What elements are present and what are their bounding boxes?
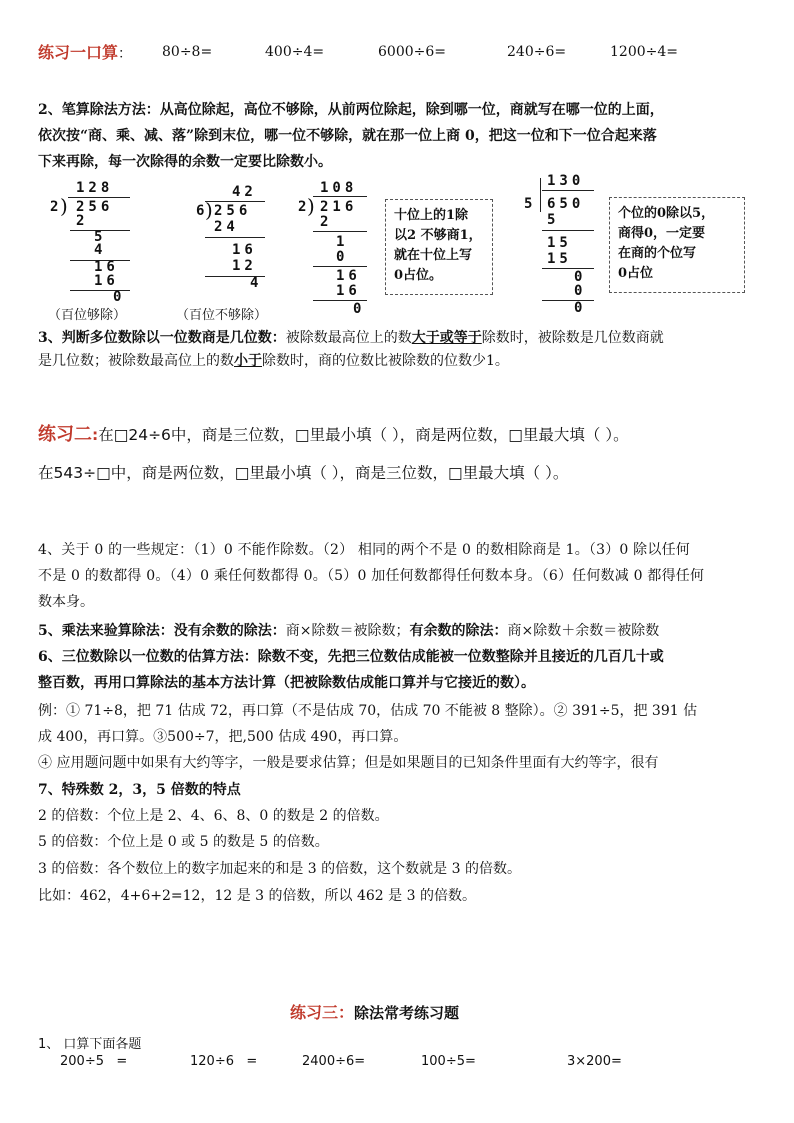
- div2-quotient: 42: [232, 184, 257, 200]
- note2-line1: 个位的0除以5，: [618, 206, 715, 221]
- sec2-line2: 依次按“商、乘、减、落”除到末位，哪一位不够除，就在那一位上商 0，把这一位和下一位合起来落: [38, 128, 657, 144]
- sec3-text-g: 除数时，商的位数比被除数的位数少1。: [262, 353, 509, 369]
- note1-line1: 十位上的1除: [394, 208, 469, 223]
- ex3-item-3: 2400÷6=: [302, 1054, 366, 1069]
- sec2-line3: 下来再除，每一次除得的余数一定要比除数小。: [38, 154, 332, 170]
- ex2-question-2: 在543÷□中，商是两位数，□里最小填（ ），商是三位数，□里最大填（ ）。: [38, 464, 569, 482]
- sec2-line1: 2、笔算除法方法：从高位除起，高位不够除，从前两位除起，除到哪一位，商就写在哪一位的上面，: [38, 102, 664, 118]
- sec3-emph-ge: 大于或等于: [411, 330, 482, 346]
- div4-r1: 5: [547, 212, 560, 228]
- div2-r4: 4: [250, 275, 263, 291]
- ex3-item-5: 3×200=: [567, 1054, 622, 1069]
- note1-line4: 0占位。: [394, 268, 443, 283]
- div1-r3: 4: [94, 242, 107, 258]
- ex2-title: 练习二: [38, 424, 92, 445]
- sec4-line2: 不是 0 的数都得 0。（4）0 乘任何数都得 0。（5）0 加任何数都得任何数本身。（6）任何数减 0 都得任何: [38, 568, 705, 584]
- sec5-formula-1: 商×除数＝被除数；: [285, 623, 410, 639]
- ex3-item-2: 120÷6 =: [190, 1054, 258, 1069]
- sec6-line1: 6、三位数除以一位数的估算方法：除数不变，先把三位数估成能被一位数整除并且接近的几百几十或: [38, 649, 664, 665]
- ex3-item-4: 100÷5=: [421, 1054, 476, 1069]
- note2-line4: 0占位: [618, 266, 654, 281]
- div1-r1: 2: [76, 213, 89, 229]
- ex3-header: [290, 1000, 459, 1023]
- sec4-line3: 数本身。: [38, 594, 94, 610]
- div4-r6: 0: [574, 300, 587, 316]
- div1-dividend: 256: [76, 199, 114, 215]
- ex2-question-1: 在□24÷6中，商是三位数，□里最小填（ ），商是两位数，□里最大填（ ）。: [98, 426, 629, 444]
- note1-line2: 以2 不够商1，: [394, 228, 482, 243]
- div2-r1: 24: [214, 219, 239, 235]
- sec4-line1: 4、关于 0 的一些规定：（1）0 不能作除数。（2） 相同的两个不是 0 的数相除商是 1。（3）0 除以任何: [38, 542, 690, 558]
- div3-r5: 16: [336, 283, 361, 299]
- ex1-item-4: 240÷6=: [507, 44, 567, 60]
- sec3-line1: [38, 327, 664, 347]
- div3-r4: 16: [336, 268, 361, 284]
- note1-line3: 就在十位上写: [394, 248, 473, 263]
- ex1-header: [38, 40, 132, 63]
- ex3-item-1: 200÷5 =: [60, 1054, 128, 1069]
- div3-r6: 0: [353, 301, 366, 317]
- div4-r2: 15: [547, 235, 572, 251]
- div1-r2: 5: [94, 229, 107, 245]
- sec7-line2: 5 的倍数：个位上是 0 或 5 的数是 5 的倍数。: [38, 834, 329, 850]
- sec3-line2: [38, 350, 509, 370]
- ex3-title: 练习三：: [290, 1003, 355, 1022]
- ex1-colon: ：: [118, 46, 133, 62]
- ex2-colon: :: [92, 426, 99, 444]
- div2-divisor: 6: [196, 203, 209, 219]
- div4-r3: 15: [547, 251, 572, 267]
- ex1-item-2: 400÷4=: [265, 44, 325, 60]
- div2-caption: （百位不够除）: [176, 308, 268, 323]
- div1-divisor: 2: [50, 199, 63, 215]
- div3-r1: 2: [320, 214, 333, 230]
- div2-dividend: 256: [214, 203, 252, 219]
- sec5-line: [38, 620, 659, 640]
- div4-r4: 0: [574, 269, 587, 285]
- div1-r5: 16: [94, 273, 119, 289]
- sec7-line1: 2 的倍数：个位上是 2、4、6、8、0 的数是 2 的倍数。: [38, 808, 389, 824]
- div2-r2: 16: [232, 242, 257, 258]
- div3-divisor: 2: [298, 199, 311, 215]
- div4-dividend: 650: [547, 196, 585, 212]
- div3-quotient: 108: [320, 180, 358, 196]
- sec6-line4: 成 400，再口算。③500÷7，把,500 估成 490，再口算。: [38, 729, 408, 745]
- div4-quotient: 130: [547, 173, 585, 189]
- ex3-question-1: 1、 口算下面各题: [38, 1037, 142, 1052]
- sec3-text-d: 除数时，被除数是几位数商就: [481, 330, 664, 346]
- sec5-sub-heading: 有余数的除法：: [409, 623, 508, 639]
- sec6-line3: 例：① 71÷8，把 71 估成 72，再口算（不是估成 70，估成 70 不能被 8 整除）。② 391÷5，把 391 估: [38, 703, 698, 719]
- ex2-line1: [38, 420, 629, 446]
- sec7-title: 7、特殊数 2，3，5 倍数的特点: [38, 782, 241, 798]
- div3-r2: 1: [336, 234, 349, 250]
- sec3-emph-lt: 小于: [234, 353, 262, 369]
- sec6-line2: 整百数，再用口算除法的基本方法计算（把被除数估成能口算并与它接近的数）。: [38, 675, 535, 691]
- sec5-formula-2: 商×除数＋余数＝被除数: [507, 623, 660, 639]
- sec5-heading: 5、乘法来验算除法：没有余数的除法：: [38, 623, 286, 639]
- ex1-item-5: 1200÷4=: [610, 44, 678, 60]
- note-box-2: [609, 197, 745, 293]
- ex1-item-1: 80÷8=: [162, 44, 213, 60]
- div1-r6: 0: [113, 289, 126, 305]
- note2-line2: 商得0，一定要: [618, 226, 706, 241]
- ex1-title: 练习一口算: [38, 43, 119, 62]
- note-box-1: [385, 199, 493, 295]
- sec3-heading: 3、判断多位数除以一位数商是几位数：: [38, 330, 286, 346]
- div4-r5: 0: [574, 283, 587, 299]
- div1-r4: 16: [94, 259, 119, 275]
- sec3-text-b: 被除数最高位上的数: [285, 330, 412, 346]
- div3-r3: 0: [336, 249, 349, 265]
- sec6-line5: ④ 应用题问题中如果有大约等字，一般是要求估算；但是如果题目的已知条件里面有大约等字，很有: [38, 755, 659, 771]
- div1-caption: （百位够除）: [48, 308, 127, 323]
- div4-divisor: 5: [524, 196, 537, 212]
- sec3-text-e: 是几位数；被除数最高位上的数: [38, 353, 234, 369]
- note2-line3: 在商的个位写: [618, 246, 697, 261]
- div3-dividend: 216: [320, 199, 358, 215]
- div2-r3: 12: [232, 258, 257, 274]
- sec7-line3: 3 的倍数：各个数位上的数字加起来的和是 3 的倍数，这个数就是 3 的倍数。: [38, 861, 521, 877]
- sec7-line4: 比如：462，4+6+2=12，12 是 3 的倍数，所以 462 是 3 的倍数。: [38, 888, 476, 904]
- ex3-subtitle: 除法常考练习题: [354, 1004, 460, 1022]
- div1-quotient: 128: [76, 180, 114, 196]
- ex1-item-3: 6000÷6=: [378, 44, 446, 60]
